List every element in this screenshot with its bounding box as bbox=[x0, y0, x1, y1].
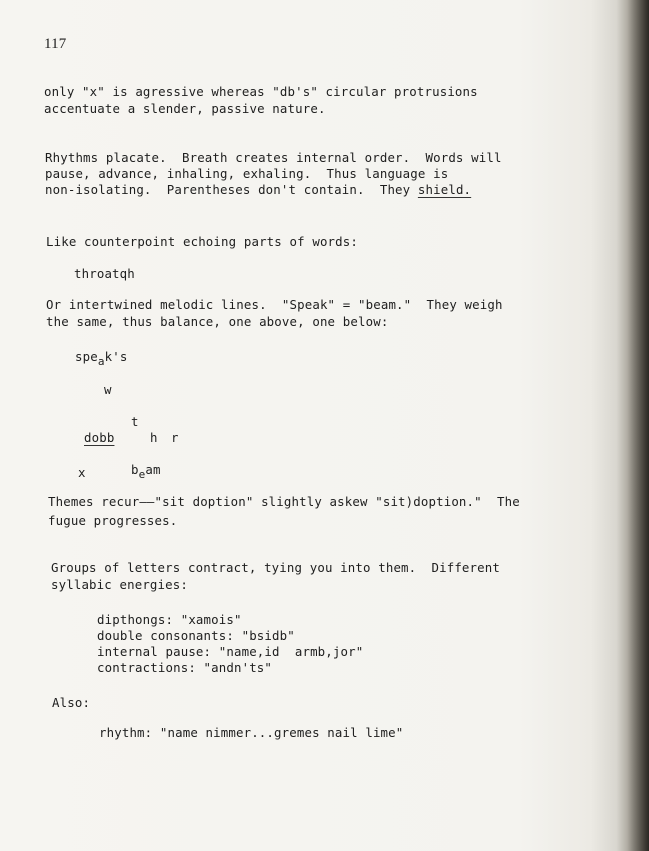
list-item-dipthongs: dipthongs: "xamois" bbox=[97, 612, 242, 627]
diagram-x: x bbox=[78, 465, 86, 480]
diagram-w: w bbox=[104, 382, 112, 397]
paragraph-1-line-1: only "x" is agressive whereas "db's" circular protrusions bbox=[44, 84, 478, 99]
paragraph-2-line-1: Rhythms placate. Breath creates internal order. Words will bbox=[45, 150, 502, 165]
paragraph-2-line-3 bbox=[45, 182, 471, 197]
paragraph-4-line-1: Or intertwined melodic lines. "Speak" = "beam." They weigh bbox=[46, 297, 503, 312]
diagram-speaks-sub: a bbox=[97, 355, 105, 368]
paragraph-3: Like counterpoint echoing parts of words: bbox=[46, 234, 359, 249]
diagram-r: r bbox=[171, 430, 179, 445]
diagram-beam-post: am bbox=[145, 462, 161, 477]
paragraph-5-line-1: Themes recur——"sit doption" slightly askew "sit)doption." The bbox=[48, 494, 520, 509]
diagram-beam bbox=[131, 462, 161, 481]
list-item-contractions: contractions: "andn'ts" bbox=[97, 660, 273, 675]
rhythm-example: rhythm: "name nimmer...gremes nail lime" bbox=[99, 725, 404, 740]
diagram-speaks bbox=[75, 349, 128, 368]
paragraph-6-line-1: Groups of letters contract, tying you into them. Different bbox=[51, 560, 500, 575]
example-throatqh: throatqh bbox=[74, 266, 135, 281]
diagram-dobb: dobb bbox=[84, 430, 115, 445]
paragraph-1-line-2: accentuate a slender, passive nature. bbox=[44, 101, 326, 116]
paragraph-2-line-2: pause, advance, inhaling, exhaling. Thus language is bbox=[45, 166, 449, 181]
also-label: Also: bbox=[52, 695, 91, 710]
paragraph-6-line-2: syllabic energies: bbox=[51, 577, 188, 592]
diagram-speaks-pre: spe bbox=[75, 349, 98, 364]
underlined-word-shield: shield. bbox=[417, 182, 472, 197]
diagram-t: t bbox=[131, 414, 139, 429]
diagram-h: h bbox=[150, 430, 158, 445]
page-number: 117 bbox=[44, 36, 67, 52]
diagram-beam-pre: b bbox=[131, 462, 139, 477]
paragraph-2-line-3-text: non-isolating. Parentheses don't contain. They bbox=[45, 182, 418, 197]
diagram-beam-sub: e bbox=[138, 468, 146, 481]
page-gutter-shadow bbox=[627, 0, 649, 851]
paragraph-5-line-2: fugue progresses. bbox=[48, 513, 178, 528]
diagram-speaks-post: k's bbox=[104, 349, 128, 364]
paragraph-4-line-2: the same, thus balance, one above, one below: bbox=[46, 314, 389, 329]
list-item-internal-pause: internal pause: "name,id armb,jor" bbox=[97, 644, 364, 659]
list-item-double-consonants: double consonants: "bsidb" bbox=[97, 628, 295, 643]
